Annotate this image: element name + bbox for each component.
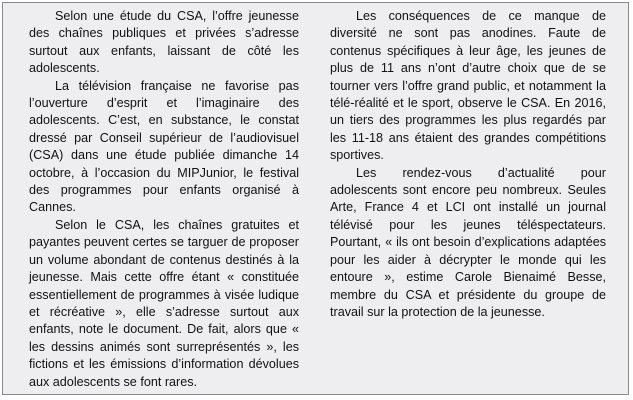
paragraph: La télévision française ne favorise pas l’ouverture d’esprit et l’imaginaire des adolescents. C’est, en substance, le constat dressé par Conseil supérieur de l’audiovisuel (CSA) dans une étude publiée dimanche 14 octobre, à l’occasion du MIPJunior, le festival des programmes pour enfants organisé à Cannes. xyxy=(29,78,299,215)
left-column xyxy=(29,8,299,391)
article-box xyxy=(2,2,629,395)
paragraph: Les conséquences de ce manque de diversité ne sont pas anodines. Faute de contenus spécifiques à leur âge, les jeunes de plus de 11 ans n’ont d’autre choix que de se tourner vers l’offre grand public, et notamment la télé-réalité et le sport, observe le CSA. En 2016, un tiers des programmes les plus regardés par les 11-18 ans étaient des grandes compétitions sportives. xyxy=(330,9,606,163)
paragraph: Selon une étude du CSA, l’offre jeunesse des chaînes publiques et privées s’adresse surtout aux enfants, laissant de côté les adolescents. xyxy=(29,9,299,76)
paragraph: Les rendez-vous d’actualité pour adolescents sont encore peu nombreux. Seules Arte, France 4 et LCI ont installé un journal télévisé pour les jeunes téléspectateurs. Pourtant, « ils ont besoin d’explications adaptées pour les aider à décrypter le monde qui les entoure », estime Carole Bienaimé Besse, membre du CSA et présidente du groupe de travail sur la protection de la jeunesse. xyxy=(330,165,606,319)
right-column xyxy=(330,8,606,321)
paragraph: Selon le CSA, les chaînes gratuites et payantes peuvent certes se targuer de proposer un volume abondant de contenus destinés à la jeunesse. Mais cette offre étant « constituée essentiellement de programmes à visée ludique et récréative », elle s’adresse surtout aux enfants, note le document. De fait, alors que « les dessins animés sont surreprésentés », les fictions et les émissions d’information dévolues aux adolescents se font rares. xyxy=(29,217,299,389)
